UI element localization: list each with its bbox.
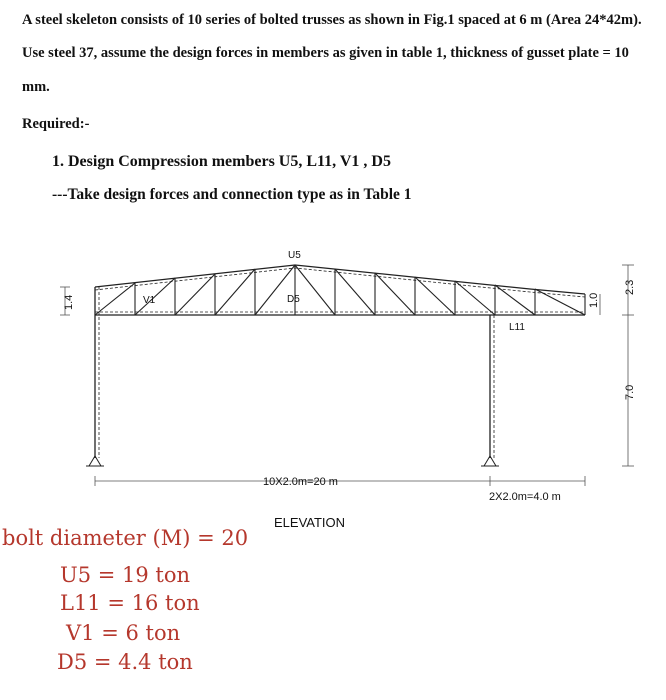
top-chord <box>95 265 585 294</box>
dim-right-top: 2.3 <box>624 279 636 295</box>
figure-caption: ELEVATION <box>274 515 346 530</box>
problem-line-1: A steel skeleton consists of 10 series of bolted trusses as shown in Fig.1 spaced at 6 m (Area 24*42m). <box>22 12 642 28</box>
label-u5: U5 <box>288 250 301 261</box>
dim-right-mid: 1.0 <box>588 292 600 308</box>
label-l11: L11 <box>509 322 525 333</box>
note-l11-force: L11 = 16 ton <box>60 591 200 615</box>
dim-right-column: 7.0 <box>624 384 636 400</box>
required-heading: Required:- <box>22 116 90 132</box>
dim-side-span: 2X2.0m=4.0 m <box>489 491 561 503</box>
task-note: ---Take design forces and connection type as in Table 1 <box>52 186 412 203</box>
task-item-1: 1. Design Compression members U5, L11, V1 , D5 <box>52 153 391 170</box>
problem-line-2: Use steel 37, assume the design forces in members as given in table 1, thickness of gusset plate = 10 <box>22 45 629 61</box>
note-v1-force: V1 = 6 ton <box>66 621 181 645</box>
dim-left-height: 1.4 <box>63 294 75 310</box>
note-d5-force: D5 = 4.4 ton <box>57 650 193 674</box>
label-v1: V1 <box>143 295 156 306</box>
label-d5: D5 <box>287 294 300 305</box>
note-bolt-diameter: bolt diameter (M) = 20 <box>2 526 249 550</box>
note-u5-force: U5 = 19 ton <box>60 563 191 587</box>
problem-line-3: mm. <box>22 79 50 95</box>
dim-main-span: 10X2.0m=20 m <box>263 476 338 488</box>
